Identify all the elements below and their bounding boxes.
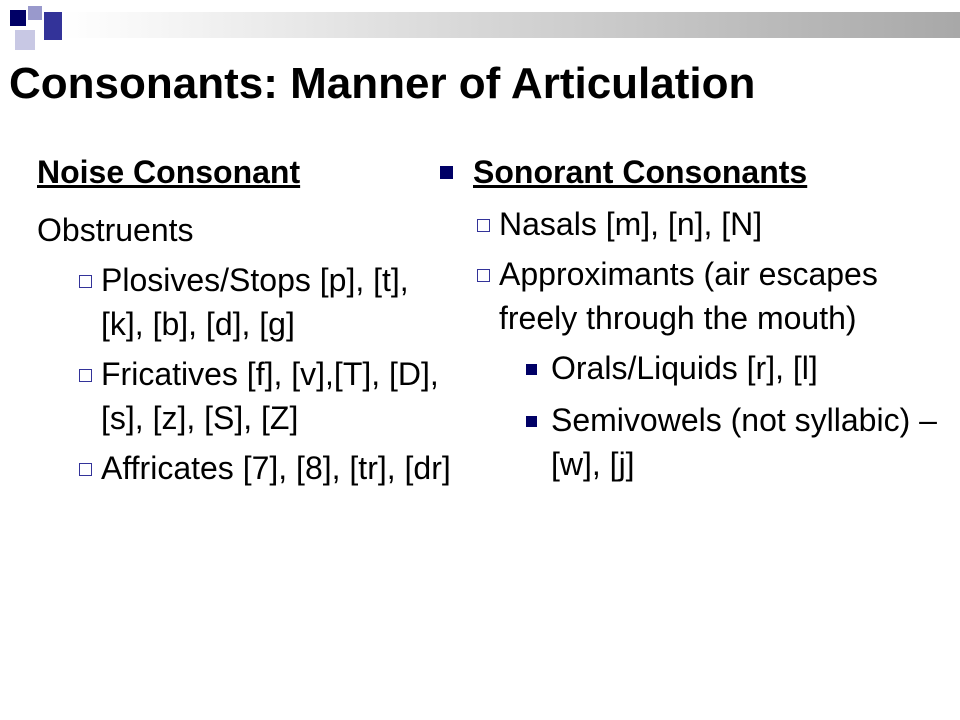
filled-square-bullet-icon bbox=[440, 166, 453, 179]
deco-square-pale bbox=[15, 30, 35, 50]
deco-square-light bbox=[28, 6, 42, 20]
header-gradient-bar bbox=[62, 12, 960, 38]
list-item-approximants: Approximants (air escapes freely through the mouth) bbox=[477, 252, 954, 340]
sub-item-orals-liquids: Orals/Liquids [r], [l] bbox=[526, 346, 954, 390]
deco-square-dark bbox=[10, 10, 26, 26]
slide-title: Consonants: Manner of Articulation bbox=[9, 59, 756, 108]
deco-square-mid bbox=[44, 12, 62, 40]
filled-square-bullet-icon bbox=[526, 364, 537, 375]
sub-item-semivowels: Semivowels (not syllabic) – [w], [j] bbox=[526, 398, 954, 486]
hollow-square-bullet-icon bbox=[79, 369, 92, 382]
obstruents-label: Obstruents bbox=[37, 212, 194, 248]
sonorant-list bbox=[434, 202, 954, 340]
hollow-square-bullet-icon bbox=[477, 219, 490, 232]
list-item-nasals: Nasals [m], [n], [N] bbox=[477, 202, 954, 246]
header-decoration bbox=[0, 0, 960, 60]
hollow-square-bullet-icon bbox=[477, 269, 490, 282]
obstruents-list bbox=[37, 258, 457, 490]
list-item-fricatives: Fricatives [f], [v],[T], [D], [s], [z], [S], [Z] bbox=[79, 352, 457, 440]
filled-square-bullet-icon bbox=[526, 416, 537, 427]
right-column bbox=[434, 152, 954, 494]
approximants-sub-list bbox=[434, 346, 954, 486]
sonorant-heading-row bbox=[434, 152, 954, 192]
left-column bbox=[37, 152, 457, 496]
hollow-square-bullet-icon bbox=[79, 463, 92, 476]
list-item-plosives: Plosives/Stops [p], [t], [k], [b], [d], [g] bbox=[79, 258, 457, 346]
sonorant-consonants-heading: Sonorant Consonants bbox=[473, 154, 808, 190]
hollow-square-bullet-icon bbox=[79, 275, 92, 288]
list-item-affricates: Affricates [7], [8], [tr], [dr] bbox=[79, 446, 457, 490]
noise-consonant-heading: Noise Consonant bbox=[37, 154, 301, 190]
